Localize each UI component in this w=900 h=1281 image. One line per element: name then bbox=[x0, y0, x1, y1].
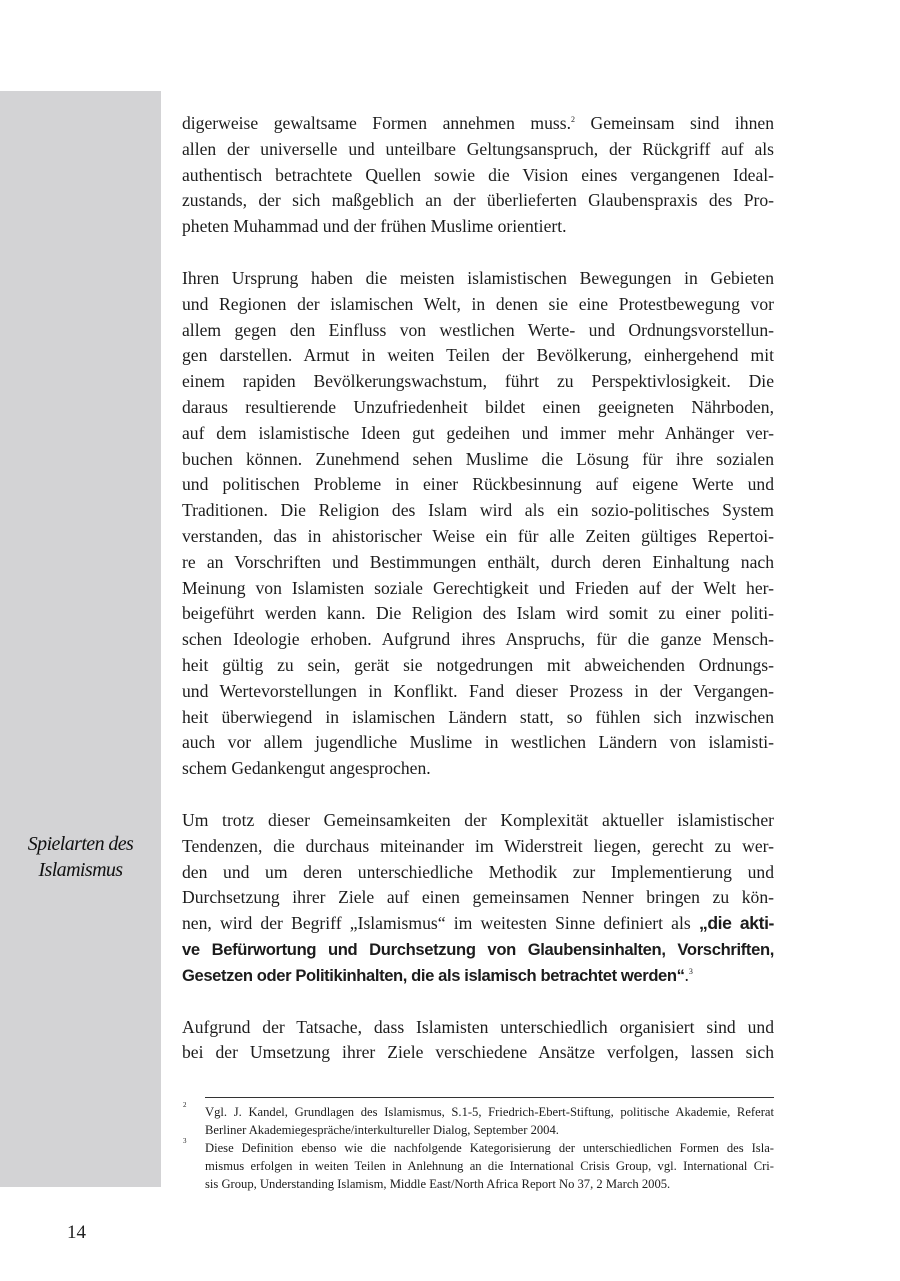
text-line: den und um deren unterschiedliche Methodik zur Implementierung und bbox=[182, 861, 774, 882]
text-line: auf dem islamistische Ideen gut gedeihen und immer mehr Anhänger ver- bbox=[182, 422, 774, 443]
text-line: schem Gedankengut angesprochen. bbox=[182, 758, 431, 779]
text-line: verstanden, das in ahistorischer Weise ein für alle Zeiten gültiges Repertoi- bbox=[182, 525, 774, 546]
text-line: buchen können. Zunehmend sehen Muslime die Lösung für ihre sozialen bbox=[182, 448, 774, 469]
text-line: Durchsetzung ihrer Ziele auf einen gemeinsamen Nenner bringen zu kön- bbox=[182, 887, 774, 908]
paragraph bbox=[182, 808, 774, 989]
text-line: Um trotz dieser Gemeinsamkeiten der Komplexität aktueller islamistischer bbox=[182, 809, 774, 830]
text-line: gen darstellen. Armut in weiten Teilen der Bevölkerung, einhergehend mit bbox=[182, 345, 774, 366]
page-number: 14 bbox=[67, 1222, 86, 1243]
footnote-separator bbox=[205, 1097, 774, 1098]
text-line: Meinung von Islamisten soziale Gerechtigkeit und Frieden auf der Welt her- bbox=[182, 577, 774, 598]
text-line: pheten Muhammad und der frühen Muslime orientiert. bbox=[182, 216, 567, 237]
text-line: digerweise gewaltsame Formen annehmen muss.$^2$ Gemeinsam sind ihnen bbox=[182, 113, 774, 133]
text-line: Tendenzen, die durchaus miteinander im Widerstreit liegen, gerecht zu wer- bbox=[182, 835, 774, 856]
footnote-number: 3 bbox=[183, 1137, 187, 1145]
text-line: bei der Umsetzung ihrer Ziele verschiedene Ansätze verfolgen, lassen sich bbox=[182, 1042, 774, 1063]
side-heading-line: Spielarten des bbox=[27, 833, 134, 855]
text-line: schen Ideologie erhoben. Aufgrund ihres Anspruchs, für die ganze Mensch- bbox=[182, 629, 774, 650]
definition-quote-line: ve Befürwortung und Durchsetzung von Glaubensinhalten, Vorschriften, bbox=[182, 939, 774, 959]
footnote-number: 2 bbox=[183, 1101, 187, 1109]
text-line: zustands, der sich maßgeblich an der überlieferten Glaubenspraxis des Pro- bbox=[182, 190, 774, 211]
footnote-line: Vgl. J. Kandel, Grundlagen des Islamismus, S.1-5, Friedrich-Ebert-Stiftung, politische Akademie, Referat bbox=[205, 1105, 774, 1119]
side-heading-line: Islamismus bbox=[38, 859, 123, 881]
text-line: Traditionen. Die Religion des Islam wird als ein sozio-politisches System bbox=[182, 500, 774, 521]
text-line: Ihren Ursprung haben die meisten islamistischen Bewegungen in Gebieten bbox=[182, 267, 774, 288]
footnote-line: Diese Definition ebenso wie die nachfolgende Kategorisierung der unterschiedlichen Formen des Isla- bbox=[205, 1141, 774, 1155]
footnote-line: Berliner Akademiegespräche/interkultureller Dialog, September 2004. bbox=[205, 1123, 559, 1137]
footnotes bbox=[180, 1103, 774, 1193]
text-line: einem rapiden Bevölkerungswachstum, führt zu Perspektivlosigkeit. Die bbox=[182, 371, 774, 392]
text-line: allen der universelle und unteilbare Geltungsanspruch, der Rückgriff auf als bbox=[182, 138, 774, 159]
text-line: und Wertevorstellungen in Konflikt. Fand dieser Prozess in der Vergangen- bbox=[182, 680, 774, 701]
paragraph bbox=[182, 266, 774, 782]
text-line: heit überwiegend in islamischen Ländern statt, so fühlen sich inzwischen bbox=[182, 706, 774, 727]
text-line: daraus resultierende Unzufriedenheit bildet einen geeigneten Nährboden, bbox=[182, 396, 774, 417]
footnote-reference[interactable]: 2 bbox=[570, 115, 575, 125]
text-line: Gesetzen oder Politikinhalten, die als islamisch betrachtet werden“.$^3$ bbox=[182, 964, 693, 985]
text-line: authentisch betrachtete Quellen sowie die Vision eines vergangenen Ideal- bbox=[182, 164, 774, 185]
footnote bbox=[180, 1139, 774, 1193]
margin-sidebar bbox=[0, 91, 161, 1187]
text-line: heit gültig zu sein, gerät sie notgedrungen mit abweichenden Ordnungs- bbox=[182, 654, 774, 675]
text-line: allem gegen den Einfluss von westlichen Werte- und Ordnungsvorstellun- bbox=[182, 319, 774, 340]
footnote-line: mismus erfolgen in weiten Teilen in Anlehnung an die International Crisis Group, vgl. International Cri- bbox=[205, 1159, 774, 1173]
text-line: beigeführt werden kann. Die Religion des Islam wird somit zu einer politi- bbox=[182, 603, 774, 624]
footnote bbox=[180, 1103, 774, 1139]
footnote-reference[interactable]: 3 bbox=[688, 966, 693, 976]
side-heading bbox=[0, 831, 161, 883]
text-line: Aufgrund der Tatsache, dass Islamisten unterschiedlich organisiert sind und bbox=[182, 1016, 774, 1037]
definition-quote-start: „die akti- bbox=[698, 913, 775, 934]
body-text bbox=[182, 111, 774, 1092]
text-line: und Regionen der islamischen Welt, in denen sie eine Protestbewegung vor bbox=[182, 293, 774, 314]
text-line: nen, wird der Begriff „Islamismus“ im weitesten Sinne definiert als „die akti- bbox=[182, 913, 775, 934]
paragraph bbox=[182, 1015, 774, 1067]
footnote-line: sis Group, Understanding Islamism, Middle East/North Africa Report No 37, 2 March 2005. bbox=[205, 1177, 671, 1191]
paragraph bbox=[182, 111, 774, 240]
text-line: und politischen Probleme in einer Rückbesinnung auf eigene Werte und bbox=[182, 474, 774, 495]
text-line: auch vor allem jugendliche Muslime in westlichen Ländern von islamisti- bbox=[182, 732, 774, 753]
text-line: re an Vorschriften und Bestimmungen enthält, durch deren Einhaltung nach bbox=[182, 551, 774, 572]
